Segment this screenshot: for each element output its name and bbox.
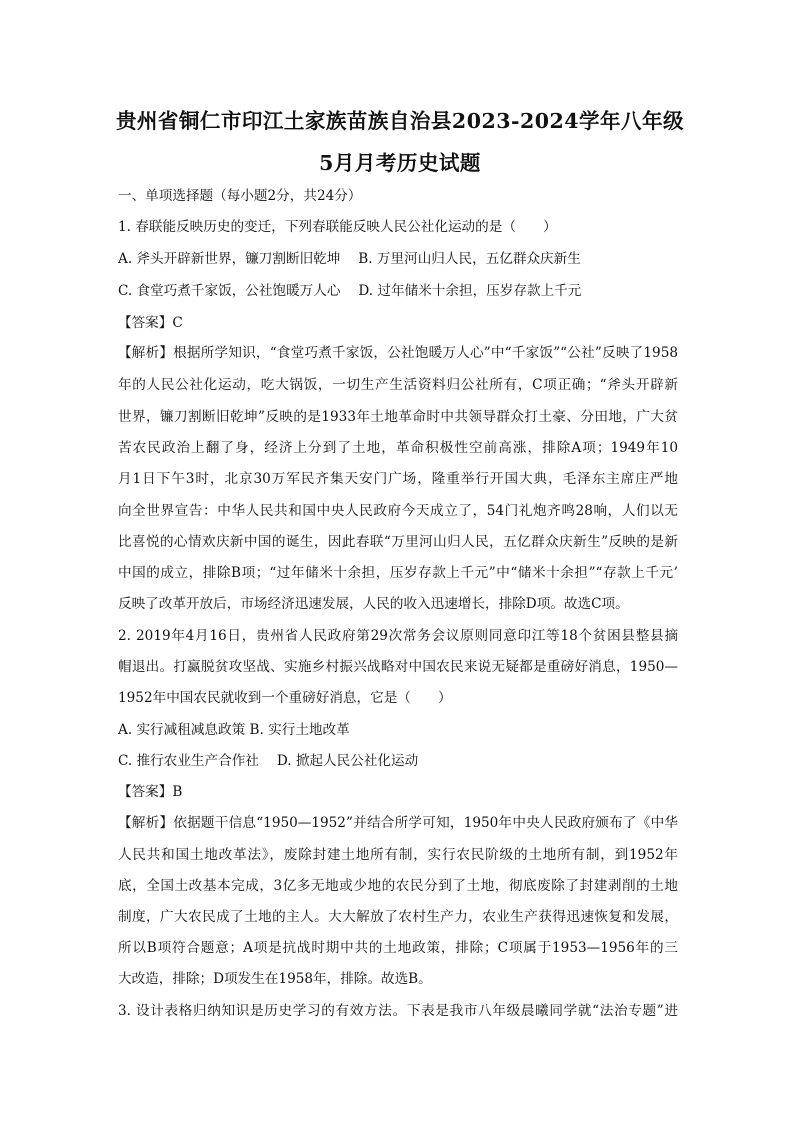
question-2-options-ab: A. 实行减租减息政策 B. 实行土地改革 (118, 722, 350, 738)
question-2-options-cd: C. 推行农业生产合作社 D. 掀起人民公社化运动 (118, 753, 419, 769)
question-1-analysis-line: 世界，镰刀割断旧乾坤”反映的是1933年土地革命时中共领导群众打土豪、分田地，广大贫 (118, 409, 678, 425)
question-2-answer: 【答案】B (118, 784, 183, 800)
question-2-stem-line: 2. 2019年4月16日，贵州省人民政府第29次常务会议原则同意印江等18个贫困县整县摘 (118, 628, 678, 644)
question-1-analysis-line: 反映了改革开放后，市场经济迅速发展，人民的收入迅速增长，排除D项。故选C项。 (118, 596, 629, 612)
question-1-stem: 1. 春联能反映历史的变迁，下列春联能反映人民公社化运动的是（ ） (118, 219, 557, 235)
question-3-stem: 3. 设计表格归纳知识是历史学习的有效方法。下表是我市八年级晨曦同学就“法治专题”进 (118, 1003, 678, 1019)
question-1-analysis-line: 向全世界宣告：中华人民共和国中央人民政府今天成立了，54门礼炮齐鸣28响，人们以无 (118, 503, 678, 519)
question-1-analysis-line: 中国的成立，排除B项；“过年储米十余担，压岁存款上千元”中“储米十余担”“存款上千元’ (118, 565, 678, 581)
question-2-analysis-line: 大改造，排除；D项发生在1958年，排除。故选B。 (118, 971, 432, 987)
document-title-line2: 5月月考历史试题 (319, 151, 481, 175)
question-1-analysis-line: 比喜悦的心情欢庆新中国的诞生，因此春联“万里河山归人民，五亿群众庆新生”反映的是新 (118, 534, 678, 550)
question-1-analysis-line: 月1日下午3时，北京30万军民齐集天安门广场，隆重举行开国大典，毛泽东主席庄严地 (118, 471, 678, 487)
question-1-options-ab: A. 斧头开辟新世界，镰刀割断旧乾坤 B. 万里河山归人民，五亿群众庆新生 (118, 251, 581, 267)
question-1-analysis-line: 【解析】根据所学知识，“食堂巧煮千家饭，公社饱暖万人心”中“千家饭”“公社”反映了1958 (118, 345, 678, 361)
document-title-line1: 贵州省铜仁市印江土家族苗族自治县2023-2024学年八年级 (115, 109, 685, 133)
question-1-analysis-line: 年的人民公社化运动，吃大锅饭，一切生产生活资料归公社所有，C项正确；“斧头开辟新 (118, 377, 678, 393)
question-2-analysis-line: 底，全国土改基本完成，3亿多无地或少地的农民分到了土地，彻底废除了封建剥削的土地 (118, 878, 678, 894)
question-2-stem-line: 1952年中国农民就收到一个重磅好消息，它是（ ） (118, 690, 452, 706)
question-1-options-cd: C. 食堂巧煮千家饭，公社饱暖万人心 D. 过年储米十余担，压岁存款上千元 (118, 283, 582, 299)
question-2-analysis-line: 【解析】依据题干信息“1950—1952”并结合所学可知，1950年中央人民政府颁布了《中华 (118, 815, 678, 831)
question-1-answer: 【答案】C (118, 315, 183, 331)
question-1-analysis-line: 苦农民政治上翻了身，经济上分到了土地，革命积极性空前高涨，排除A项；1949年10 (118, 440, 678, 456)
question-2-stem-line: 帽退出。打赢脱贫攻坚战、实施乡村振兴战略对中国农民来说无疑都是重磅好消息，1950— (118, 659, 678, 675)
question-2-analysis-line: 所以B项符合题意；A项是抗战时期中共的土地政策，排除；C项属于1953—1956年的三 (118, 940, 678, 956)
question-2-analysis-line: 人民共和国土地改革法》，废除封建土地所有制，实行农民阶级的土地所有制，到1952年 (118, 847, 678, 863)
section-heading: 一、单项选择题（每小题2分，共24分） (118, 188, 362, 204)
question-2-analysis-line: 制度，广大农民成了土地的主人。大大解放了农村生产力，农业生产获得迅速恢复和发展， (118, 909, 678, 925)
